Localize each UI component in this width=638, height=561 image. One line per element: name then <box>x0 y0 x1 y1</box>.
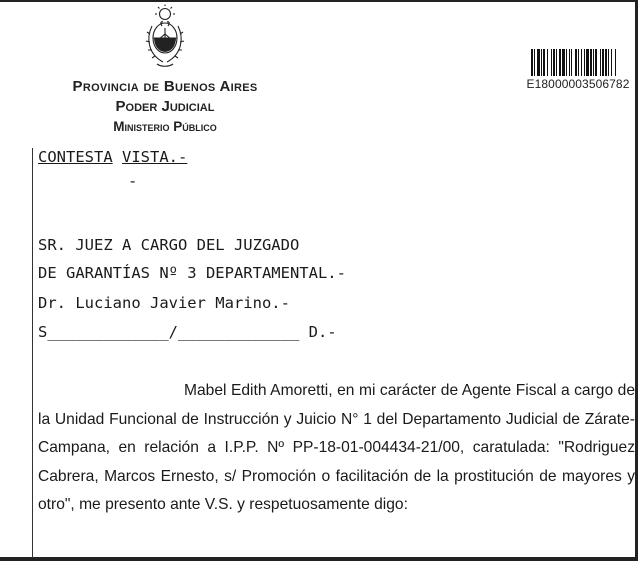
header-public-ministry: Ministerio Público <box>113 118 217 134</box>
document-title <box>38 148 187 166</box>
opening-paragraph <box>38 377 635 520</box>
addressee-line-1: SR. JUEZ A CARGO DEL JUZGADO <box>38 236 300 254</box>
title-vista: VISTA.- <box>122 148 188 166</box>
header-province: Provincia de Buenos Aires <box>72 78 258 95</box>
barcode <box>531 49 632 76</box>
coat-of-arms-seal <box>143 4 187 74</box>
title-contesta: CONTESTA <box>38 148 113 166</box>
institution-header <box>0 78 330 135</box>
document-body <box>38 377 635 520</box>
barcode-number: E18000003506782 <box>526 77 630 91</box>
opening-paragraph-text: Mabel Edith Amoretti, en mi carácter de Agente Fiscal a cargo de la Unidad Funcional de Instrucción y Juicio N° 1 del Departamento Judicial de Zárate-Campana, en relación a I.P.P. Nº PP-18-01-004434-21/00, caratulada: "Rodriguez Cabrera, Marcos Ernesto, s/ Promoción o facilitación de la prostitución de mayores y otro", me presento ante V.S. y respetuosamente digo: <box>38 382 635 513</box>
addressee-line-2: DE GARANTÍAS Nº 3 DEPARTAMENTAL.- <box>38 264 346 282</box>
header-judicial-power: Poder Judicial <box>115 97 215 115</box>
page-border-bottom <box>0 557 638 561</box>
page-border-top <box>0 0 638 2</box>
stray-dash: - <box>128 172 138 190</box>
margin-rule <box>32 148 33 558</box>
salutation-line: S_____________/_____________ D.- <box>38 323 337 341</box>
addressee-judge-name: Dr. Luciano Javier Marino.- <box>38 294 290 312</box>
